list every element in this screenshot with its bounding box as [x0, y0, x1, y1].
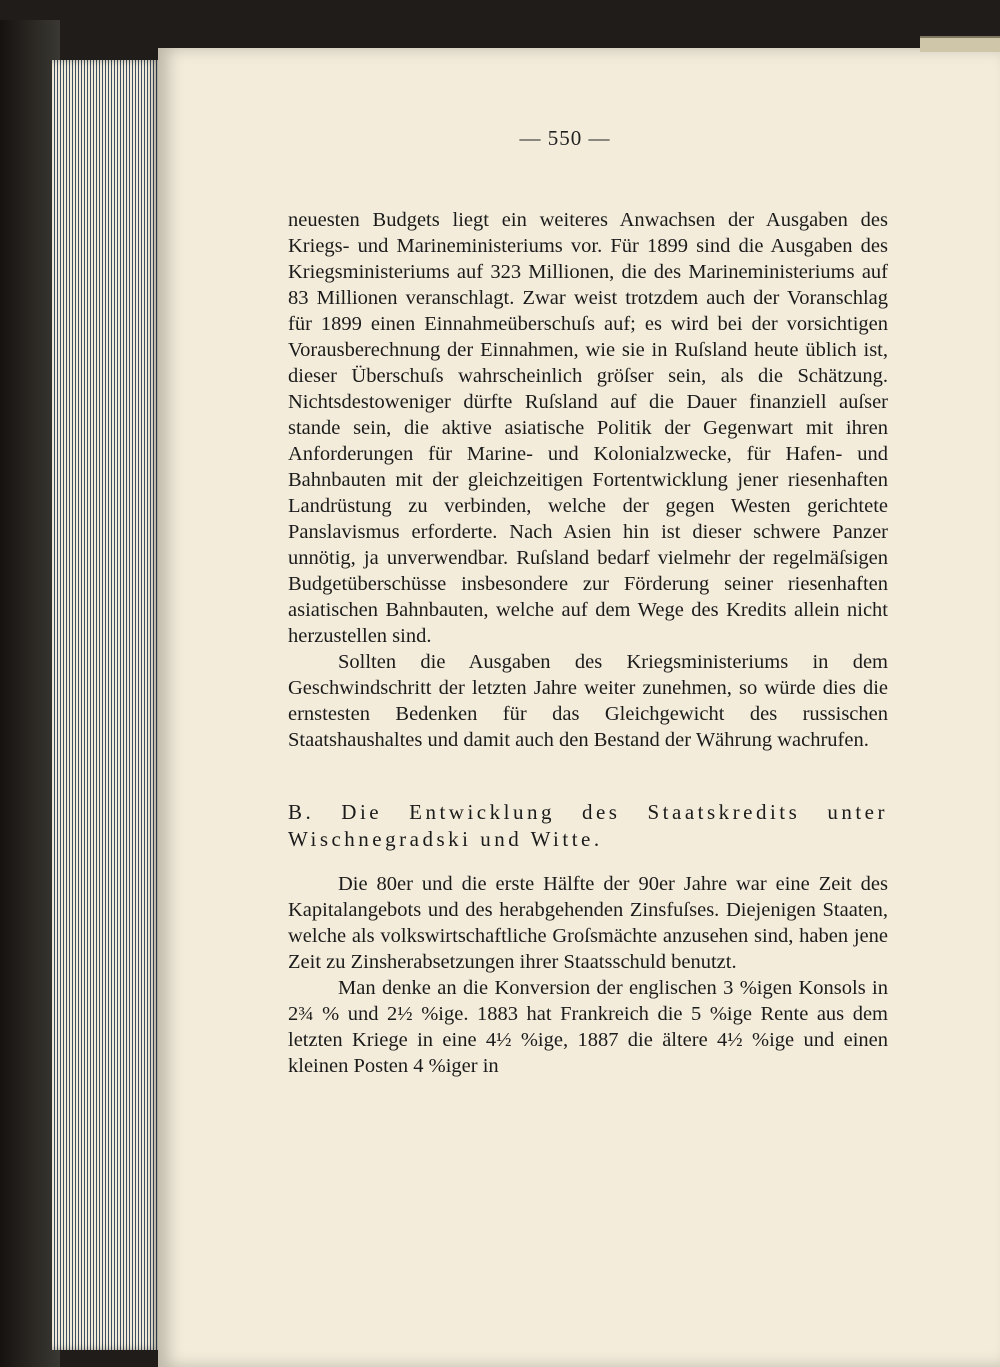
book-cover — [0, 20, 60, 1367]
facing-page-edge — [920, 36, 1000, 52]
paragraph-2: Sollten die Ausgaben des Kriegsministeriums in dem Geschwindschritt der letzten Jahre weiter zunehmen, so würde dies die ernstesten Bedenken für das Gleichgewicht des russischen Staatshaushaltes und damit auch den Bestand der Währung wachrufen. — [288, 651, 888, 751]
paragraph-3: Die 80er und die erste Hälfte der 90er Jahre war eine Zeit des Kapitalangebots und des herabgehenden Zinsfuſses. Diejenigen Staaten, welche als volkswirtschaftliche Groſsmächte anzusehen sind, haben jene Zeit zu Zinsherabsetzungen ihrer Staatsschuld benutzt. — [288, 873, 888, 973]
page-number: — 550 — — [519, 126, 611, 150]
paragraph-4: Man denke an die Konversion der englischen 3 %igen Konsols in 2¾ % und 2½ %ige. 1883 hat Frankreich die 5 %ige Rente aus dem letzten Kriege in eine 4½ %ige, 1887 die ältere 4½ %ige und einen kleinen Posten 4 %iger in — [288, 977, 888, 1077]
page-stack-edge — [52, 60, 160, 1350]
paragraph-1: neuesten Budgets liegt ein weiteres Anwachsen der Ausgaben des Kriegs- und Marineministeriums vor. Für 1899 sind die Ausgaben des Kriegsministeriums auf 323 Millionen, die des Marineministeriums auf 83 Millionen veranschlagt. Zwar weist trotzdem auch der Voranschlag für 1899 einen Einnahmeüberschuſs auf; es wird bei der vorsichtigen Vorausberechnung der Einnahmen, wie sie in Ruſsland heute üblich ist, dieser Überschuſs wahrscheinlich gröſser sein, als die Schätzung. Nichtsdestoweniger dürfte Ruſsland auf die Dauer finanziell auſser stande sein, die aktive asiatische Politik der Gegenwart mit ihren Anforderungen für Marine- und Kolonialzwecke, für Hafen- und Bahnbauten mit der gleichzeitigen Fortentwicklung jener riesenhaften Landrüstung zu verbinden, welche der gegen Westen gerichtete Panslavismus erforderte. Nach Asien hin ist dieser schwere Panzer unnötig, ja unverwendbar. Ruſsland bedarf vielmehr der regelmäſsigen Budgetüberschüsse insbesondere zur Förderung seiner riesenhaften asiatischen Bahnbauten, welche auf dem Wege des Kredits allein nicht herzustellen sind. — [288, 209, 888, 647]
page-body — [288, 207, 888, 1079]
section-heading: B. Die Entwicklung des Staatskredits unter Wischnegradski und Witte. — [288, 800, 888, 851]
